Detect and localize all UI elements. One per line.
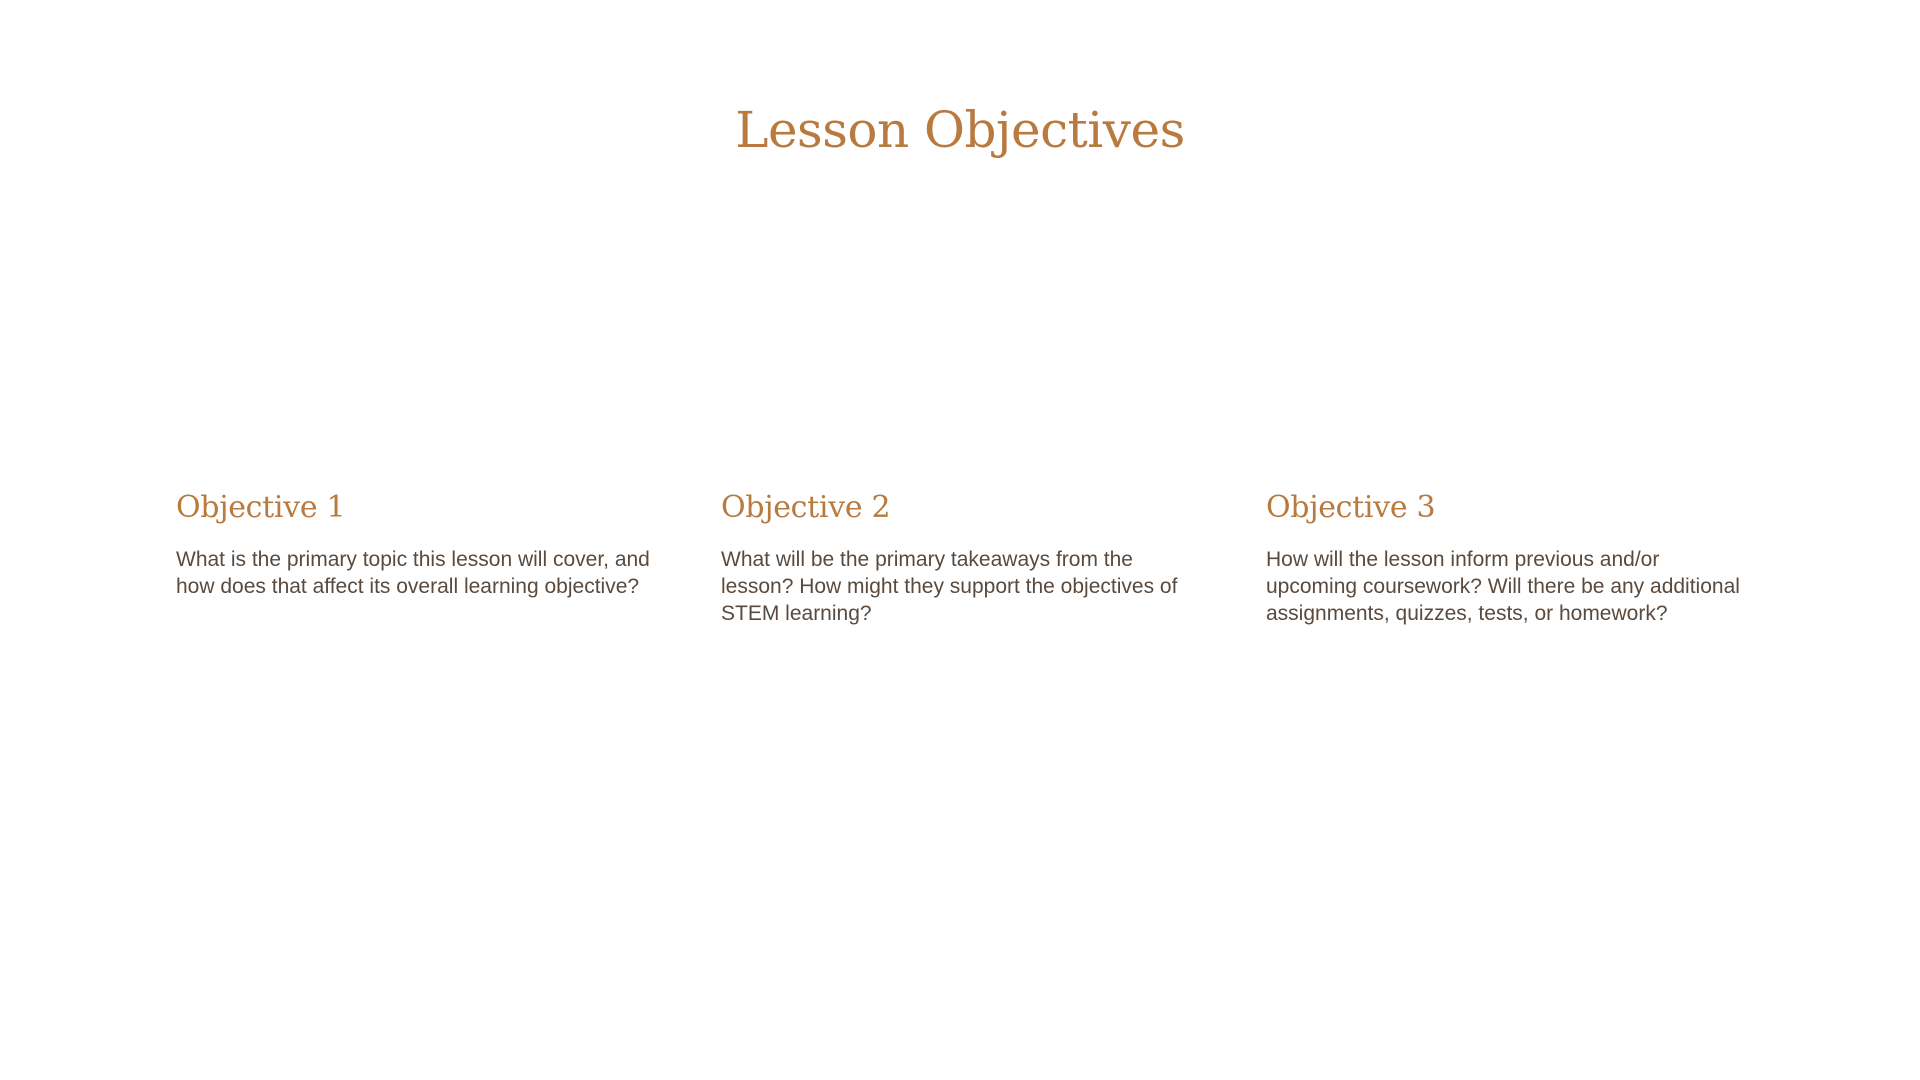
objective-1-heading: Objective 1 [176, 490, 346, 525]
objective-2-heading: Objective 2 [721, 490, 891, 525]
objective-1-text: What is the primary topic this lesson will cover, and how does that affect its overall learning objective? [176, 548, 650, 598]
objective-2-text: What will be the primary takeaways from the lesson? How might they support the objectives of STEM learning? [721, 548, 1178, 625]
page-title: Lesson Objectives [735, 101, 1185, 159]
objective-2 [721, 490, 1196, 627]
objective-3-text: How will the lesson inform previous and/or upcoming coursework? Will there be any additional assignments, quizzes, tests, or homework? [1266, 548, 1740, 625]
objectives-row [176, 490, 1816, 627]
objective-3-heading: Objective 3 [1266, 490, 1436, 525]
objective-3 [1266, 490, 1741, 627]
objective-1 [176, 490, 651, 627]
